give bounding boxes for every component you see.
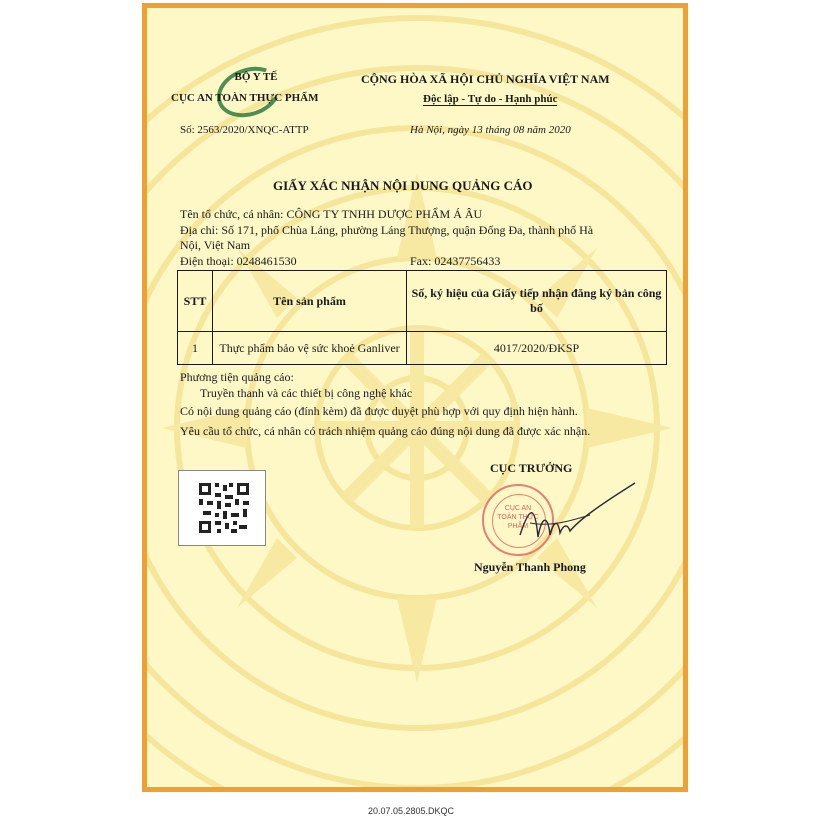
header-stt: STT (178, 271, 213, 332)
phone-line: Điện thoại: 0248461530 (180, 254, 297, 268)
table-row (178, 332, 667, 365)
document-title: GIẤY XÁC NHẬN NỘI DUNG QUẢNG CÁO (273, 178, 533, 193)
fax-line: Fax: 02437756433 (410, 254, 501, 268)
country-name: CỘNG HÒA XÃ HỘI CHỦ NGHĨA VIỆT NAM (361, 72, 610, 86)
header-product-name: Tên sản phẩm (213, 271, 407, 332)
document-number: Số: 2563/2020/XNQC-ATTP (180, 124, 309, 136)
approval-note: Có nội dung quảng cáo (đính kèm) đã được duyệt phù hợp với quy định hiện hành. (180, 404, 578, 418)
department-name: CỤC AN TOÀN THỰC PHẨM (171, 92, 319, 104)
footer-code: 20.07.05.2805.DKQC (367, 806, 455, 816)
signer-name: Nguyễn Thanh Phong (474, 560, 586, 574)
header-registration-number: Số, ký hiệu của Giấy tiếp nhận đăng ký bản công bố (407, 271, 667, 332)
cell-product-name: Thực phẩm bảo vệ sức khoẻ Ganliver (213, 332, 407, 365)
requirement-note: Yêu cầu tổ chức, cá nhân có trách nhiệm quảng cáo đúng nội dung đã được xác nhận. (180, 424, 591, 438)
stamp-text: CỤC AN TOÀN THỰC PHẨM (497, 505, 539, 530)
signer-position: CỤC TRƯỞNG (490, 461, 573, 475)
handwritten-signature (500, 475, 640, 555)
address-line-1: Địa chỉ: Số 171, phố Chùa Láng, phường Láng Thượng, quận Đống Đa, thành phố Hà (180, 223, 594, 237)
media-value: Truyền thanh và các thiết bị công nghệ khác (200, 386, 413, 400)
cell-registration-number: 4017/2020/ĐKSP (407, 332, 667, 365)
national-motto: Độc lập - Tự do - Hạnh phúc (423, 93, 558, 105)
table-header-row (178, 271, 667, 332)
media-label: Phương tiện quảng cáo: (180, 370, 294, 384)
organization-line: Tên tổ chức, cá nhân: CÔNG TY TNHH DƯỢC PHẨM Á ÂU (180, 207, 483, 221)
place-date: Hà Nội, ngày 13 tháng 08 năm 2020 (410, 124, 571, 136)
product-table (177, 270, 667, 365)
cell-stt: 1 (178, 332, 213, 365)
address-line-2: Nội, Việt Nam (180, 238, 251, 252)
qr-code-icon (178, 470, 266, 546)
ministry-name: BỘ Y TẾ (234, 71, 278, 83)
